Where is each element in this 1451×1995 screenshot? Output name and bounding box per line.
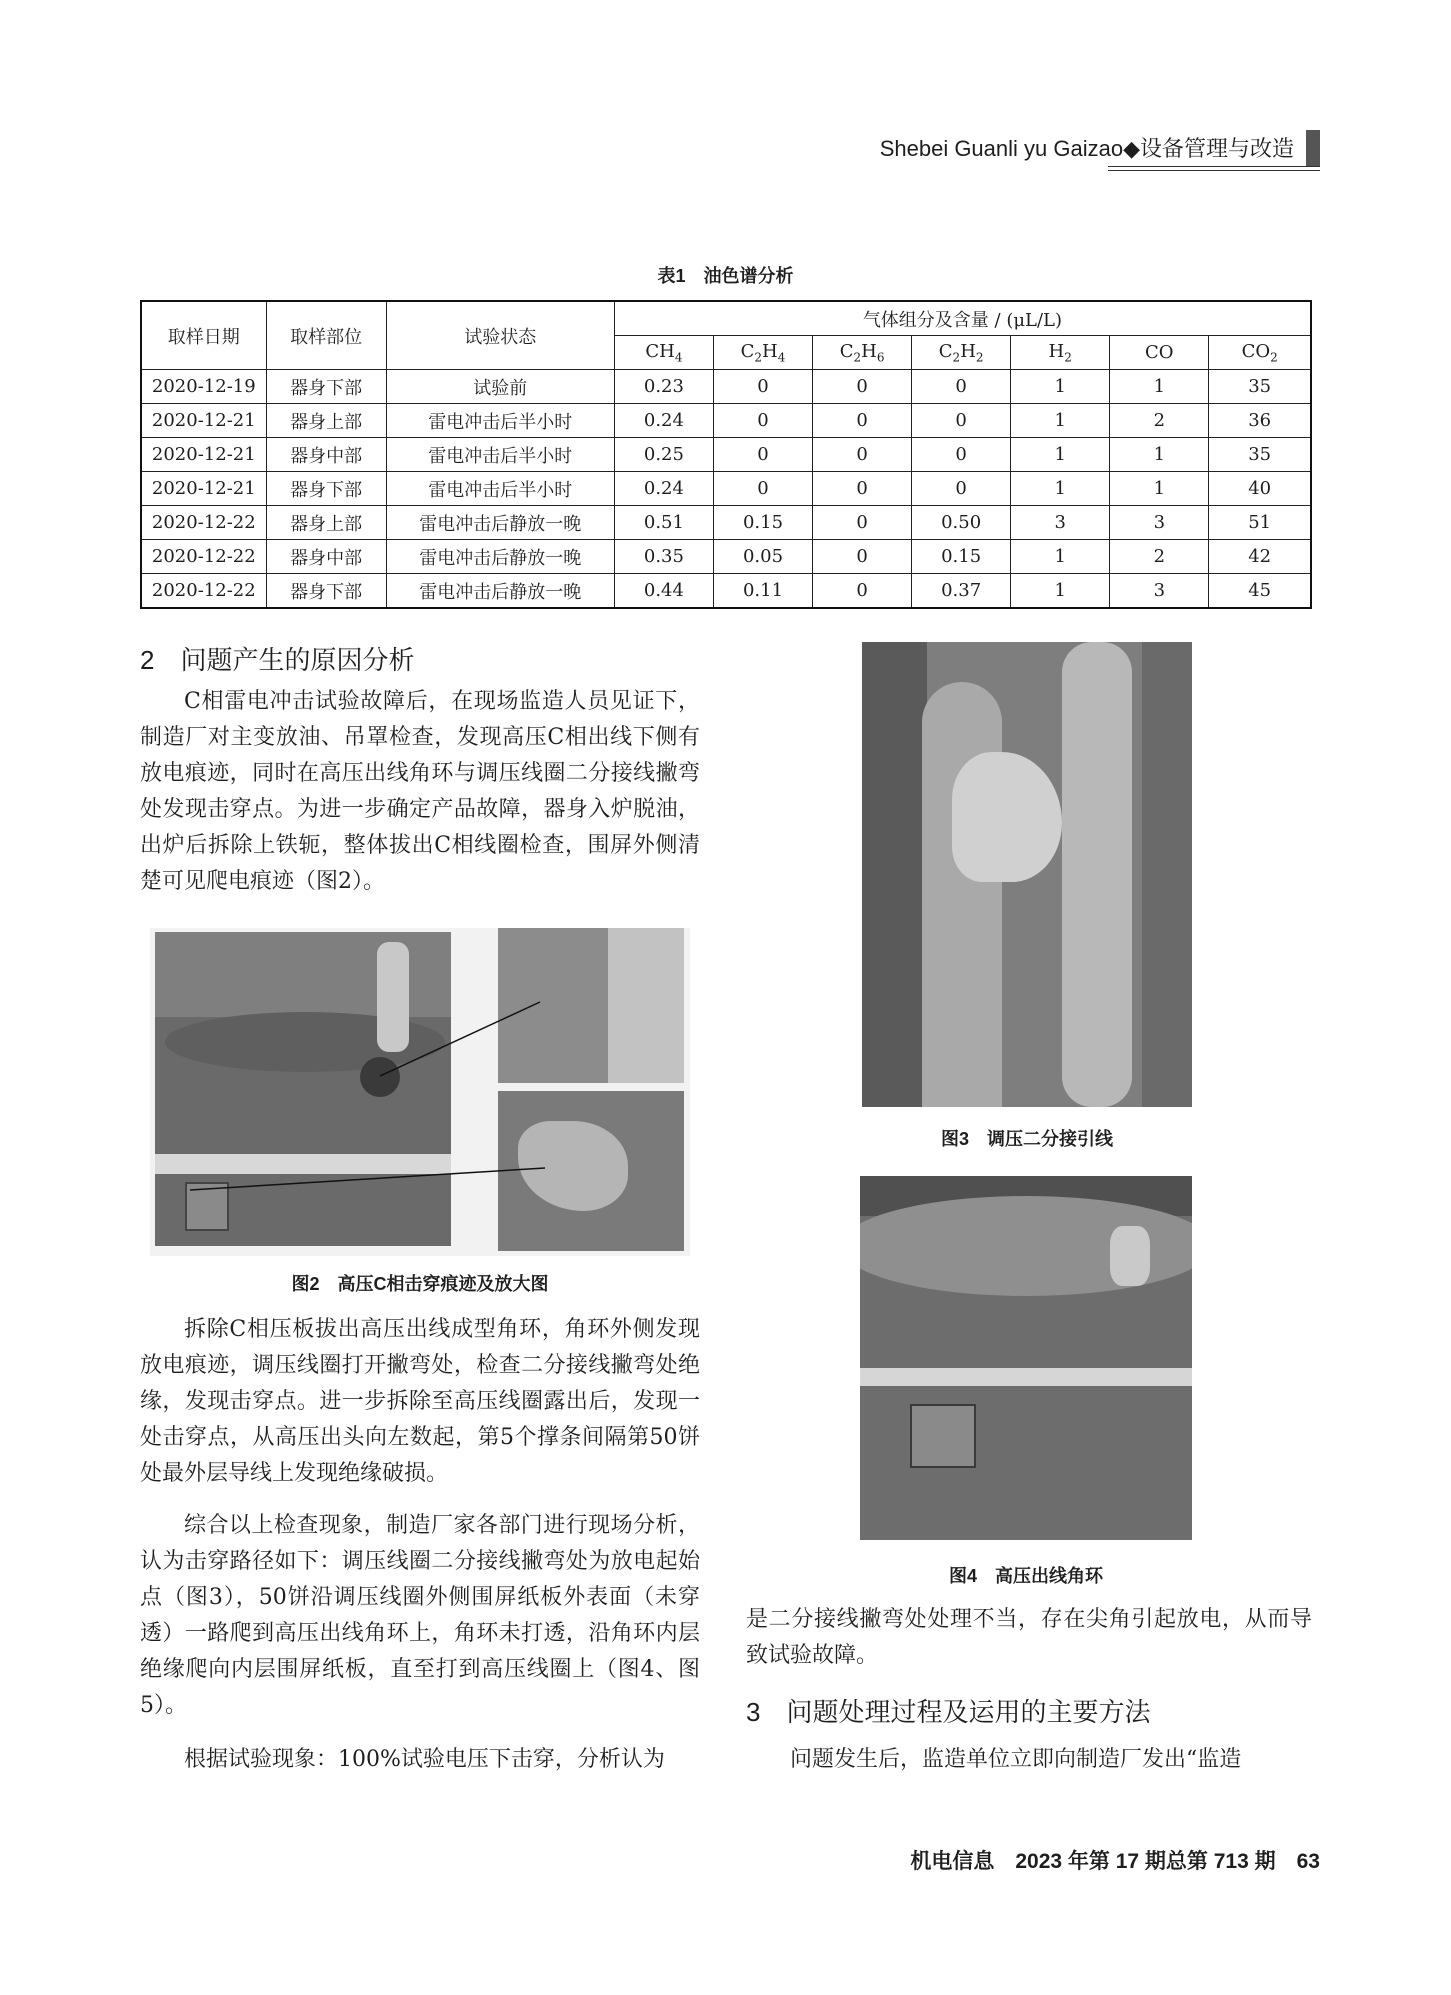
table-cell: 0.15 (713, 506, 812, 540)
table-cell: 0 (813, 438, 912, 472)
table-cell: 1 (1110, 438, 1209, 472)
section-heading: 3 问题处理过程及运用的主要方法 (746, 1697, 1151, 1727)
figure-4-caption: 图4 高压出线角环 (948, 1566, 1103, 1586)
col-header-gas: $CO_2$ (1209, 336, 1311, 370)
figure-3-caption: 图3 调压二分接引线 (940, 1129, 1113, 1149)
col-header-state: 试验状态 (386, 301, 614, 370)
table-cell: 1 (1011, 370, 1110, 404)
table-cell: 雷电冲击后静放一晚 (386, 540, 614, 574)
table-cell: 2 (1110, 404, 1209, 438)
table-cell: 0 (813, 370, 912, 404)
table-cell: 51 (1209, 506, 1311, 540)
table-row (141, 472, 1311, 506)
table-cell: 2020-12-22 (141, 574, 266, 609)
col-header-gas-group: 气体组分及含量 / (μL/L) (614, 301, 1311, 336)
table-row (141, 438, 1311, 472)
table-cell: 1 (1011, 438, 1110, 472)
figure-4-photo (860, 1176, 1192, 1540)
table-cell: 1 (1110, 370, 1209, 404)
col-header-gas: $H_2$ (1011, 336, 1110, 370)
table-cell: 雷电冲击后半小时 (386, 404, 614, 438)
table-cell: 2020-12-21 (141, 438, 266, 472)
table-cell: 器身上部 (266, 506, 386, 540)
table-cell: 45 (1209, 574, 1311, 609)
table-cell: 2 (1110, 540, 1209, 574)
col-header-gas: $C_2H_6$ (813, 336, 912, 370)
table-cell: 0 (813, 506, 912, 540)
table-cell: 0 (813, 472, 912, 506)
table-cell: 0.11 (713, 574, 812, 609)
header-rule (1108, 166, 1320, 167)
table-cell: 36 (1209, 404, 1311, 438)
table-cell: 42 (1209, 540, 1311, 574)
table-cell: 0.05 (713, 540, 812, 574)
running-title: Shebei Guanli yu Gaizao◆设备管理与改造 (879, 136, 1294, 161)
paragraph: 根据试验现象：100%试验电压下击穿，分析认为 (184, 1747, 665, 1772)
table-cell: 0.24 (614, 472, 713, 506)
figure-3-photo (862, 642, 1192, 1107)
table-cell: 0.24 (614, 404, 713, 438)
table-cell: 1 (1011, 540, 1110, 574)
table-cell: 3 (1110, 506, 1209, 540)
table-cell: 1 (1110, 472, 1209, 506)
table-cell: 0 (912, 370, 1011, 404)
table-cell: 1 (1011, 472, 1110, 506)
table-cell: 40 (1209, 472, 1311, 506)
table-cell: 0.44 (614, 574, 713, 609)
table-cell: 0.15 (912, 540, 1011, 574)
table-row (141, 370, 1311, 404)
table-cell: 器身上部 (266, 404, 386, 438)
table-cell: 器身下部 (266, 574, 386, 609)
col-header-gas: $C_2H_4$ (713, 336, 812, 370)
table-oil-chromatography (140, 300, 1312, 609)
col-header-gas: CO (1110, 336, 1209, 370)
table-caption: 表1 油色谱分析 (657, 266, 794, 286)
col-header-date: 取样日期 (141, 301, 266, 370)
table-cell: 0 (912, 472, 1011, 506)
col-header-gas: $C_2H_2$ (912, 336, 1011, 370)
table-cell: 0 (713, 472, 812, 506)
paragraph: 拆除C相压板拔出高压出线成型角环，角环外侧发现放电痕迹，调压线圈打开撇弯处，检查二分接线撇弯处绝缘，发现击穿点。进一步拆除至高压线圈露出后，发现一处击穿点，从高压出头向左数起，第5个撑条间隔第50饼处最外层导线上发现绝缘破损。 (140, 1317, 700, 1486)
fig2-pointer-lines (150, 928, 690, 1256)
table-cell: 1 (1011, 404, 1110, 438)
section-heading: 2 问题产生的原因分析 (140, 645, 415, 675)
table-cell: 0 (912, 404, 1011, 438)
table-cell: 0 (713, 370, 812, 404)
table-cell: 2020-12-22 (141, 540, 266, 574)
col-header-location: 取样部位 (266, 301, 386, 370)
table-row (141, 574, 1311, 609)
table-cell: 2020-12-21 (141, 472, 266, 506)
table-cell: 35 (1209, 438, 1311, 472)
paragraph: 问题发生后，监造单位立即向制造厂发出“监造 (790, 1747, 1242, 1772)
table-cell: 器身下部 (266, 472, 386, 506)
table-cell: 器身中部 (266, 540, 386, 574)
table-cell: 0 (813, 404, 912, 438)
col-header-gas: $CH_4$ (614, 336, 713, 370)
table-cell: 0 (713, 438, 812, 472)
table-row (141, 540, 1311, 574)
table-row (141, 404, 1311, 438)
table-cell: 2020-12-21 (141, 404, 266, 438)
table-cell: 2020-12-22 (141, 506, 266, 540)
paragraph: 综合以上检查现象，制造厂家各部门进行现场分析，认为击穿路径如下：调压线圈二分接线撇弯处为放电起始点（图3），50饼沿调压线圈外侧围屏纸板外表面（未穿透）一路爬到高压出线角环上，角环未打透，沿角环内层绝缘爬向内层围屏纸板，直至打到高压线圈上（图4、图5）。 (140, 1513, 700, 1718)
figure-2-caption: 图2 高压C相击穿痕迹及放大图 (291, 1274, 549, 1294)
table-cell: 0.37 (912, 574, 1011, 609)
table-cell: 雷电冲击后半小时 (386, 438, 614, 472)
table-cell: 器身中部 (266, 438, 386, 472)
table-cell: 0.35 (614, 540, 713, 574)
table-cell: 0.23 (614, 370, 713, 404)
table-cell: 0 (813, 574, 912, 609)
page-footer: 机电信息 2023 年第 17 期总第 713 期 63 (910, 1850, 1320, 1873)
table-cell: 雷电冲击后半小时 (386, 472, 614, 506)
table-cell: 0 (912, 438, 1011, 472)
table-cell: 0.51 (614, 506, 713, 540)
table-cell: 0.50 (912, 506, 1011, 540)
table-cell: 3 (1011, 506, 1110, 540)
table-cell: 35 (1209, 370, 1311, 404)
header-bar-decoration (1306, 130, 1320, 166)
running-header (820, 130, 1320, 164)
table-cell: 1 (1011, 574, 1110, 609)
table-cell: 0 (713, 404, 812, 438)
figure-2 (150, 928, 690, 1256)
table-row (141, 506, 1311, 540)
table-cell: 雷电冲击后静放一晚 (386, 506, 614, 540)
table-cell: 雷电冲击后静放一晚 (386, 574, 614, 609)
paragraph: C相雷电冲击试验故障后，在现场监造人员见证下，制造厂对主变放油、吊罩检查，发现高压C相出线下侧有放电痕迹，同时在高压出线角环与调压线圈二分接线撇弯处发现击穿点。为进一步确定产品故障，器身入炉脱油，出炉后拆除上铁轭，整体拔出C相线圈检查，围屏外侧清楚可见爬电痕迹（图2）。 (140, 689, 700, 894)
table-cell: 试验前 (386, 370, 614, 404)
table-cell: 器身下部 (266, 370, 386, 404)
table-cell: 0.25 (614, 438, 713, 472)
paragraph: 是二分接线撇弯处处理不当，存在尖角引起放电，从而导致试验故障。 (746, 1607, 1312, 1668)
table-cell: 3 (1110, 574, 1209, 609)
table-cell: 2020-12-19 (141, 370, 266, 404)
table-cell: 0 (813, 540, 912, 574)
header-rule (1108, 170, 1320, 171)
